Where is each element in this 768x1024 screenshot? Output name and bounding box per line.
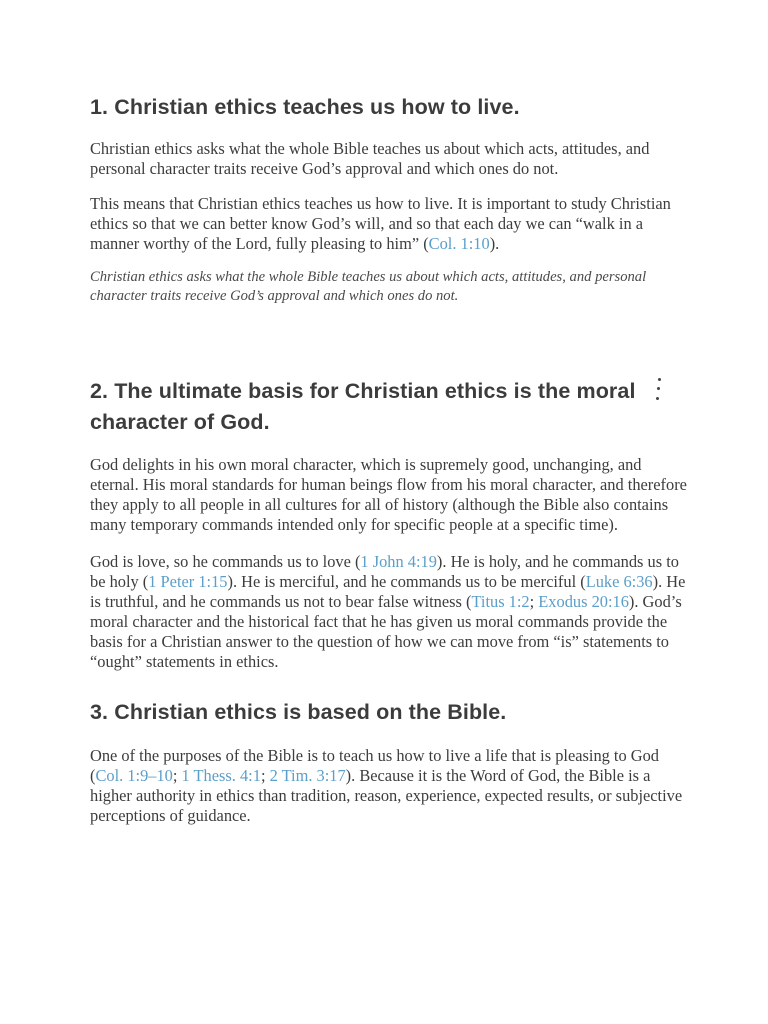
vertical-ellipsis-icon[interactable] <box>652 374 666 404</box>
text-run: God is love, so he commands us to love ( <box>90 552 361 571</box>
text-run: ; <box>260 766 270 785</box>
text-run: One of the purposes of the Bible is to teach us how to live a life that is pleasing to God ( <box>90 746 660 785</box>
text-run: ). Because it is the Word of God, the Bible is a higher authority in ethics than tradition, reason, experience, expected results, or subjective perceptions of guidance. <box>90 766 683 825</box>
article-body <box>90 92 690 826</box>
ellipsis-dot <box>657 387 660 390</box>
section-1-paragraph-2 <box>90 194 690 254</box>
scripture-link-exodus-20-16[interactable]: Exodus 20:16 <box>538 592 629 611</box>
section-3-heading: 3. Christian ethics is based on the Bible. <box>90 700 507 724</box>
section-2-paragraph-1-text: God delights in his own moral character, which is supremely good, unchanging, and eternal. His moral standards for human beings flow from his moral character, and therefore they apply to all people in all cultures for all of history (although the Bible also contains many temporary commands intended only for specific people at a specific time). <box>90 455 687 534</box>
text-run: ). God’s moral character and the historical fact that he has given us moral commands provide the basis for a Christian answer to the question of how we can move from “is” statements to “ought” statements in ethics. <box>90 592 682 671</box>
scripture-link-col-1-9-10[interactable]: Col. 1:9–10 <box>95 766 173 785</box>
text-run: ). He is truthful, and he commands us not to bear false witness ( <box>90 572 686 611</box>
ellipsis-dot <box>656 397 659 400</box>
text-run: ). He is merciful, and he commands us to be merciful ( <box>227 572 586 591</box>
scripture-link-luke-6-36[interactable]: Luke 6:36 <box>585 572 653 591</box>
scripture-link-col-1-10[interactable]: Col. 1:10 <box>428 234 490 253</box>
scripture-link-titus-1-2[interactable]: Titus 1:2 <box>471 592 530 611</box>
section-2-heading: 2. The ultimate basis for Christian ethics is the moral character of God. <box>90 379 636 434</box>
section-3-paragraph-1 <box>90 746 690 826</box>
section-1-paragraph-1-text: Christian ethics asks what the whole Bible teaches us about which acts, attitudes, and personal character traits receive God’s approval and which ones do not. <box>90 139 650 178</box>
text-run: ). He is holy, and he commands us to be holy ( <box>90 552 679 591</box>
scripture-link-1-john-4-19[interactable]: 1 John 4:19 <box>360 552 437 571</box>
text-run: ; <box>529 592 539 611</box>
text-run: ). <box>489 234 500 253</box>
section-1-paragraph-1 <box>90 139 690 179</box>
text-run: This means that Christian ethics teaches us how to live. It is important to study Christian ethics so that we can better know God’s will, and so that each day we can “walk in a manner worthy of the Lord, fully pleasing to him” ( <box>90 194 671 253</box>
pull-quote: Christian ethics asks what the whole Bible teaches us about which acts, attitudes, and personal character traits receive God’s approval and which ones do not. <box>90 269 647 304</box>
section-2-paragraph-1 <box>90 455 690 535</box>
ellipsis-dot <box>658 378 661 381</box>
text-run: ; <box>172 766 182 785</box>
scripture-link-1-peter-1-15[interactable]: 1 Peter 1:15 <box>148 572 228 591</box>
section-1-heading: 1. Christian ethics teaches us how to live. <box>90 95 520 119</box>
scripture-link-2-tim-3-17[interactable]: 2 Tim. 3:17 <box>269 766 346 785</box>
scripture-link-1-thess-4-1[interactable]: 1 Thess. 4:1 <box>181 766 261 785</box>
section-2-paragraph-2 <box>90 552 690 672</box>
